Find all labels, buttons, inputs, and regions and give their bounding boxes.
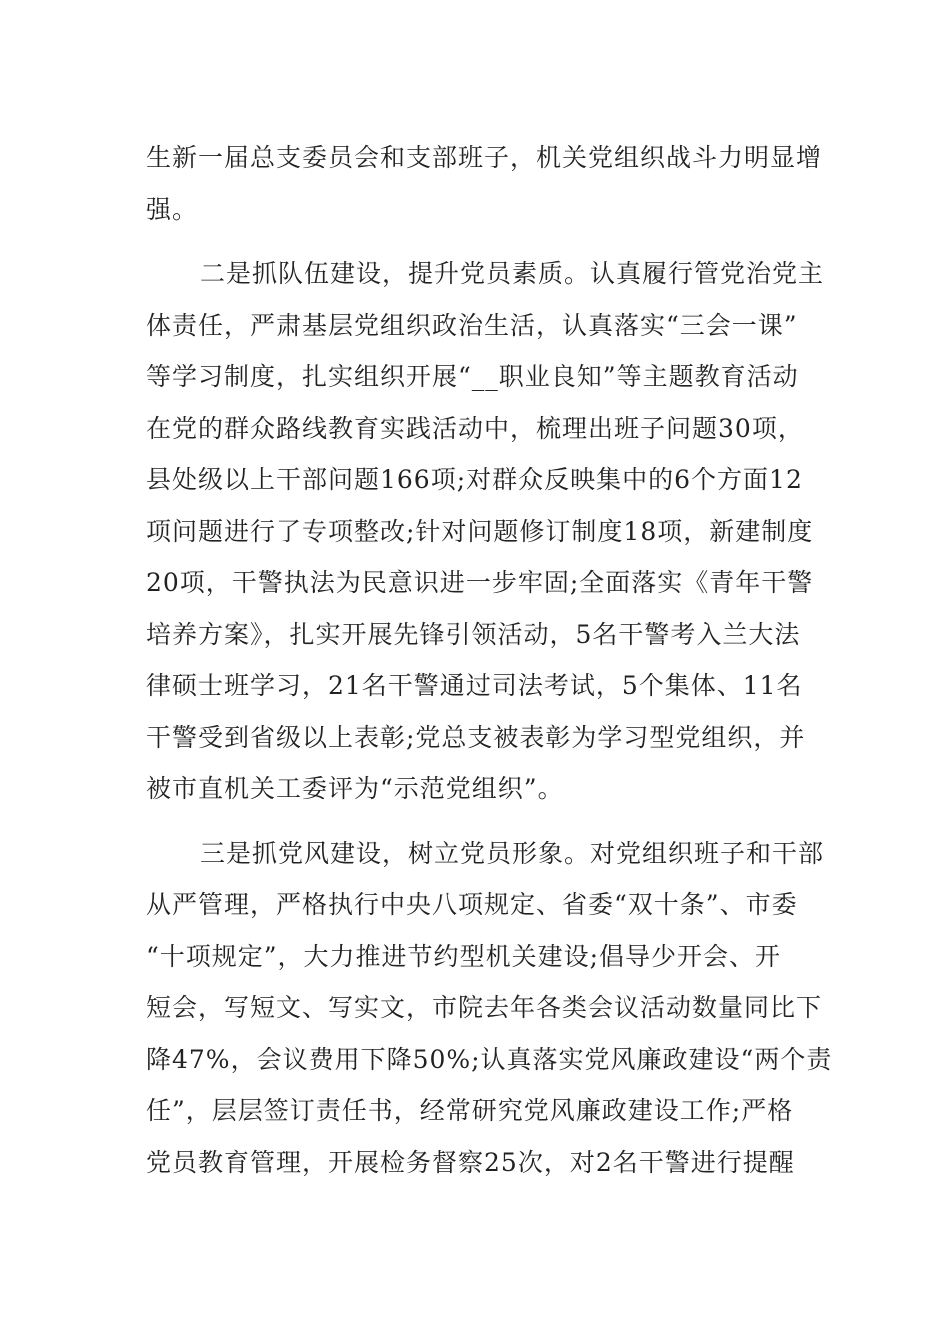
text-line: 短会，写短文、写实文，市院去年各类会议活动数量同比下 [146, 993, 823, 1022]
text-line: 县处级以上干部问题166项;对群众反映集中的6个方面12 [146, 465, 803, 494]
text-line: 被市直机关工委评为“示范党组织”。 [146, 774, 564, 803]
text-line: 等学习制度，扎实组织开展“__职业良知”等主题教育活动 [146, 362, 799, 391]
paragraph-2 [146, 248, 825, 815]
text-line: 任”，层层签订责任书，经常研究党风廉政建设工作;严格 [146, 1096, 794, 1125]
text-line: 二是抓队伍建设，提升党员素质。认真履行管党治党主 [200, 259, 825, 288]
paragraph-1 [146, 132, 823, 235]
text-line: 项问题进行了专项整改;针对问题修订制度18项，新建制度 [146, 516, 814, 546]
text-line: 体责任，严肃基层党组织政治生活，认真落实“三会一课” [146, 310, 798, 340]
text-line: 三是抓党风建设，树立党员形象。对党组织班子和干部 [200, 838, 825, 868]
paragraph-3 [146, 828, 833, 1189]
text-line: 在党的群众路线教育实践活动中，梳理出班子问题30项， [146, 413, 804, 443]
document-body [146, 132, 833, 1201]
text-line: 20项，干警执法为民意识进一步牢固;全面落实《青年干警 [146, 568, 814, 597]
text-line: 从严管理，严格执行中央八项规定、省委“双十条”、市委 [146, 890, 798, 919]
text-line: “十项规定”，大力推进节约型机关建设;倡导少开会、开 [146, 941, 781, 971]
text-line: 生新一届总支委员会和支部班子，机关党组织战斗力明显增 [146, 143, 823, 172]
text-line: 降47%，会议费用下降50%;认真落实党风廉政建设“两个责 [146, 1044, 833, 1074]
text-line: 强。 [146, 194, 199, 224]
text-line: 干警受到省级以上表彰;党总支被表彰为学习型党组织，并 [146, 722, 806, 752]
text-line: 培养方案》，扎实开展先锋引领活动，5名干警考入兰大法 [146, 619, 801, 649]
text-line: 党员教育管理，开展检务督察25次，对2名干警进行提醒 [146, 1147, 795, 1177]
text-line: 律硕士班学习，21名干警通过司法考试，5个集体、11名 [146, 671, 803, 700]
